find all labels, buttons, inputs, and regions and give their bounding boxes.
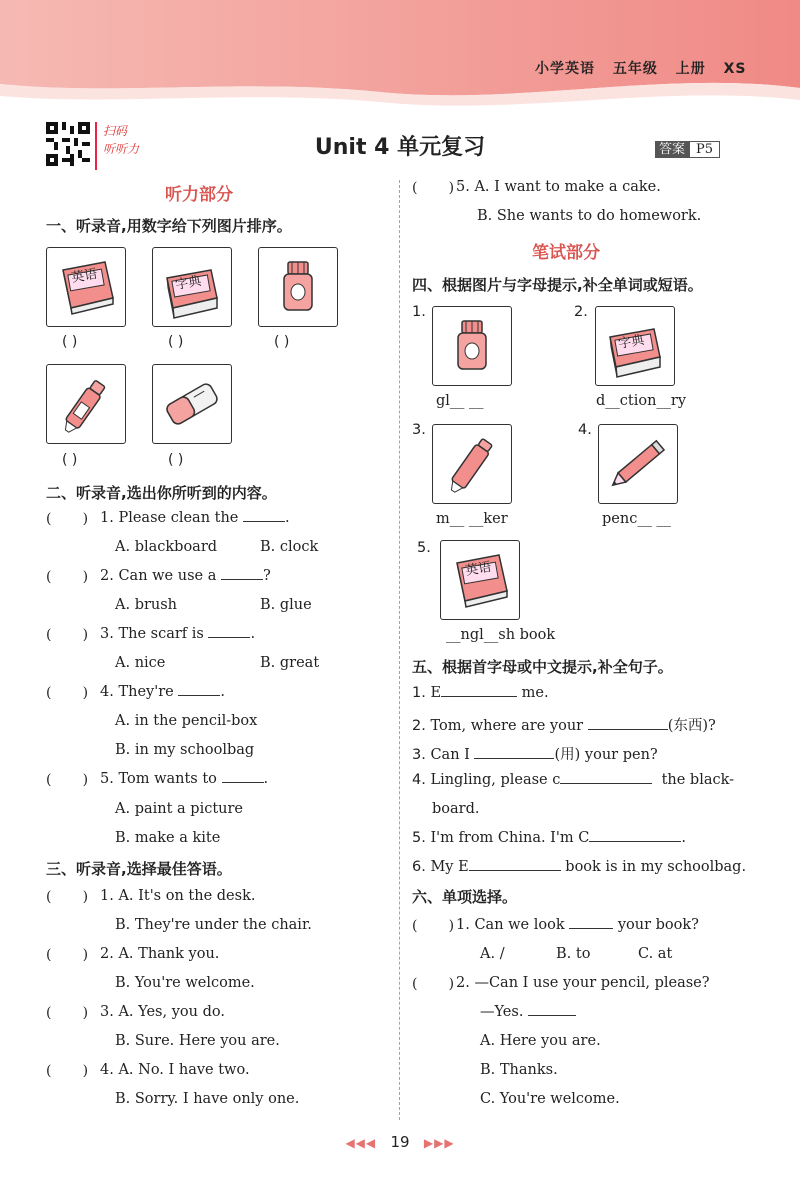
s4-picture-marker bbox=[432, 424, 512, 504]
section-5-heading: 五、根据首字母或中文提示,补全句子。 bbox=[412, 658, 673, 676]
s6-q1: 1. Can we look your book? bbox=[456, 917, 699, 933]
s5-q4: 4. Lingling, please c the black- bbox=[412, 772, 735, 788]
order-blank-2[interactable]: ( ) bbox=[168, 334, 184, 350]
s4-picture-dictionary: 字典 bbox=[595, 306, 675, 386]
order-blank-1[interactable]: ( ) bbox=[62, 334, 78, 350]
glue-icon bbox=[259, 248, 337, 326]
answer-paren[interactable]: ( ) bbox=[412, 918, 455, 934]
s2-q3-option-a[interactable]: A. nice bbox=[115, 655, 166, 671]
s2-q3-option-b[interactable]: B. great bbox=[260, 655, 320, 671]
section-3-heading: 三、听录音,选择最佳答语。 bbox=[46, 860, 232, 878]
s4-item-4-num: 4. bbox=[578, 422, 592, 438]
eraser-icon bbox=[153, 365, 231, 443]
marker-icon bbox=[47, 365, 125, 443]
s4-item-5-hint[interactable]: __ngl__sh book bbox=[446, 627, 556, 643]
s3-q3-option-b[interactable]: B. Sure. Here you are. bbox=[115, 1033, 280, 1049]
page-footer bbox=[0, 1133, 800, 1151]
scan-to-listen: 扫码 听听力 bbox=[95, 122, 151, 170]
order-blank-3[interactable]: ( ) bbox=[274, 334, 290, 350]
s2-q5-option-b[interactable]: B. make a kite bbox=[115, 830, 221, 846]
s2-q2-option-b[interactable]: B. glue bbox=[260, 597, 312, 613]
page-number: 19 bbox=[390, 1133, 410, 1151]
s3-q1-option-b[interactable]: B. They're under the chair. bbox=[115, 917, 312, 933]
s4-picture-english-book: 英语 bbox=[440, 540, 520, 620]
answer-paren[interactable]: ( ) bbox=[46, 1005, 89, 1021]
glue-icon bbox=[433, 307, 511, 385]
listening-heading: 听力部分 bbox=[165, 185, 233, 205]
s6-q1-option-c[interactable]: C. at bbox=[638, 946, 673, 962]
s2-q1-option-a[interactable]: A. blackboard bbox=[115, 539, 218, 555]
marker-icon bbox=[433, 425, 511, 503]
answer-reference: 答案 P5 bbox=[655, 138, 720, 157]
s6-q2-reply: —Yes. bbox=[480, 1004, 576, 1020]
s6-q2-option-b[interactable]: B. Thanks. bbox=[480, 1062, 558, 1078]
s2-q3: 3. The scarf is . bbox=[100, 626, 256, 642]
s4-item-2-num: 2. bbox=[574, 304, 588, 320]
picture-dictionary: 字典 bbox=[152, 247, 232, 327]
section-1-heading: 一、听录音,用数字给下列图片排序。 bbox=[46, 217, 292, 235]
s4-item-2-hint[interactable]: d__ction__ry bbox=[596, 393, 687, 409]
s2-q2-option-a[interactable]: A. brush bbox=[115, 597, 178, 613]
s6-q2: 2. —Can I use your pencil, please? bbox=[456, 975, 710, 991]
s5-q3: 3. Can I (用) your pen? bbox=[412, 747, 658, 763]
answer-paren[interactable]: ( ) bbox=[46, 1063, 89, 1079]
s4-picture-pencil bbox=[598, 424, 678, 504]
s4-picture-glue bbox=[432, 306, 512, 386]
next-arrows-icon: ▶▶▶ bbox=[423, 1136, 455, 1150]
s4-item-5-num: 5. bbox=[417, 540, 431, 556]
s2-q4: 4. They're . bbox=[100, 684, 225, 700]
answer-paren[interactable]: ( ) bbox=[46, 511, 89, 527]
s4-item-4-hint[interactable]: penc__ __ bbox=[602, 511, 671, 527]
s3-q4-option-b[interactable]: B. Sorry. I have only one. bbox=[115, 1091, 300, 1107]
section-2-heading: 二、听录音,选出你所听到的内容。 bbox=[46, 484, 277, 502]
answer-paren[interactable]: ( ) bbox=[412, 976, 455, 992]
s6-q1-option-a[interactable]: A. / bbox=[480, 946, 505, 962]
s5-q6: 6. My E book is in my schoolbag. bbox=[412, 859, 747, 875]
order-blank-4[interactable]: ( ) bbox=[62, 452, 78, 468]
s2-q5: 5. Tom wants to . bbox=[100, 771, 269, 787]
s2-q5-option-a[interactable]: A. paint a picture bbox=[115, 801, 244, 817]
s5-q5: 5. I'm from China. I'm C . bbox=[412, 830, 686, 846]
book-info bbox=[535, 58, 759, 78]
grade: 五年级 bbox=[612, 61, 658, 77]
s6-q1-option-b[interactable]: B. to bbox=[556, 946, 591, 962]
s2-q1: 1. Please clean the . bbox=[100, 510, 290, 526]
prev-arrows-icon: ◀◀◀ bbox=[345, 1136, 377, 1150]
english-book-icon bbox=[441, 541, 519, 619]
s5-q4-cont: board. bbox=[432, 801, 480, 817]
answer-paren[interactable]: ( ) bbox=[46, 947, 89, 963]
order-blank-5[interactable]: ( ) bbox=[168, 452, 184, 468]
answer-paren[interactable]: ( ) bbox=[46, 772, 89, 788]
s2-q4-option-b[interactable]: B. in my schoolbag bbox=[115, 742, 255, 758]
subject: 小学英语 bbox=[535, 61, 595, 77]
s4-item-3-num: 3. bbox=[412, 422, 426, 438]
s3-q1-option-a[interactable]: 1. A. It's on the desk. bbox=[100, 888, 256, 904]
pencil-icon bbox=[599, 425, 677, 503]
answer-paren[interactable]: ( ) bbox=[46, 569, 89, 585]
s3-q4-option-a[interactable]: 4. A. No. I have two. bbox=[100, 1062, 250, 1078]
s6-q2-option-c[interactable]: C. You're welcome. bbox=[480, 1091, 620, 1107]
s3-q2-option-a[interactable]: 2. A. Thank you. bbox=[100, 946, 220, 962]
s3-q2-option-b[interactable]: B. You're welcome. bbox=[115, 975, 255, 991]
picture-marker bbox=[46, 364, 126, 444]
answer-paren[interactable]: ( ) bbox=[46, 627, 89, 643]
s4-item-1-num: 1. bbox=[412, 304, 426, 320]
s6-q2-option-a[interactable]: A. Here you are. bbox=[480, 1033, 601, 1049]
s3-q5-option-a[interactable]: 5. A. I want to make a cake. bbox=[456, 179, 661, 195]
volume: 上册 bbox=[675, 61, 706, 77]
edition: XS bbox=[723, 61, 747, 77]
section-6-heading: 六、单项选择。 bbox=[412, 888, 518, 906]
s3-q5-option-b[interactable]: B. She wants to do homework. bbox=[477, 208, 702, 224]
picture-eraser bbox=[152, 364, 232, 444]
picture-glue bbox=[258, 247, 338, 327]
section-4-heading: 四、根据图片与字母提示,补全单词或短语。 bbox=[412, 276, 703, 294]
page-title: Unit 4 单元复习 bbox=[314, 135, 486, 160]
s5-q1: 1. E me. bbox=[412, 685, 549, 701]
answer-paren[interactable]: ( ) bbox=[46, 889, 89, 905]
answer-paren[interactable]: ( ) bbox=[46, 685, 89, 701]
s2-q2: 2. Can we use a ? bbox=[100, 568, 271, 584]
english-book-icon bbox=[47, 248, 125, 326]
picture-english-book: 英语 bbox=[46, 247, 126, 327]
column-divider bbox=[399, 180, 400, 1120]
written-heading: 笔试部分 bbox=[532, 243, 600, 263]
s2-q1-option-b[interactable]: B. clock bbox=[260, 539, 319, 555]
s5-q2: 2. Tom, where are your (东西)? bbox=[412, 718, 716, 734]
s2-q4-option-a[interactable]: A. in the pencil-box bbox=[115, 713, 258, 729]
s4-item-3-hint[interactable]: m__ __ker bbox=[436, 511, 508, 527]
s4-item-1-hint[interactable]: gl__ __ bbox=[436, 393, 484, 409]
answer-paren[interactable]: ( ) bbox=[412, 180, 455, 196]
s3-q3-option-a[interactable]: 3. A. Yes, you do. bbox=[100, 1004, 225, 1020]
header-banner bbox=[0, 0, 800, 110]
